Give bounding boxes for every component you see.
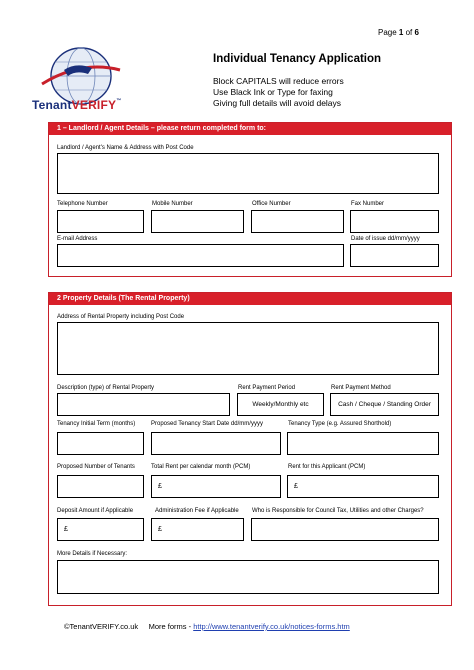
label-deposit: Deposit Amount if Applicable (57, 508, 134, 514)
footer (64, 622, 350, 631)
email-field[interactable] (57, 244, 344, 267)
property-address-field[interactable] (57, 322, 439, 375)
section-1-title: 1 – Landlord / Agent Details – please return completed form to: (49, 123, 451, 135)
rent-period-field[interactable]: Weekly/Monthly etc (237, 393, 324, 416)
document-title: Individual Tenancy Application (213, 53, 382, 65)
label-property-address: Address of Rental Property including Post Code (57, 314, 185, 320)
footer-more-label: More forms - (148, 622, 194, 631)
section-2-title: 2 Property Details (The Rental Property) (49, 293, 451, 305)
fax-field[interactable] (350, 210, 439, 233)
label-email: E-mail Address (57, 236, 98, 242)
label-total-rent: Total Rent per calendar month (PCM) (151, 464, 251, 470)
landlord-name-address-field[interactable] (57, 153, 439, 194)
date-issue-field[interactable] (350, 244, 439, 267)
instruction-line-2: Use Black Ink or Type for faxing (213, 87, 333, 97)
label-mobile: Mobile Number (152, 201, 193, 207)
instruction-line-1: Block CAPITALS will reduce errors (213, 76, 344, 86)
admin-fee-field[interactable]: £ (151, 518, 244, 541)
label-tenancy-type: Tenancy Type (e.g. Assured Shorthold) (288, 421, 392, 427)
deposit-field[interactable]: £ (57, 518, 144, 541)
mobile-field[interactable] (151, 210, 244, 233)
label-description: Description (type) of Rental Property (57, 385, 155, 391)
tenancy-type-field[interactable] (287, 432, 439, 455)
label-office: Office Number (252, 201, 291, 207)
more-details-field[interactable] (57, 560, 439, 594)
num-tenants-field[interactable] (57, 475, 144, 498)
initial-term-field[interactable] (57, 432, 144, 455)
label-num-tenants: Proposed Number of Tenants (57, 464, 135, 470)
label-landlord-name: Landlord / Agent's Name & Address with Post Code (57, 145, 194, 151)
label-council-tax: Who is Responsible for Council Tax, Utilities and other Charges? (252, 508, 424, 514)
label-rent-method: Rent Payment Method (331, 385, 391, 391)
rent-applicant-field[interactable]: £ (287, 475, 439, 498)
forms-link[interactable]: http://www.tenantverify.co.uk/notices-forms.htm (193, 622, 350, 631)
label-rent-applicant: Rent for this Applicant (PCM) (288, 464, 366, 470)
label-initial-term: Tenancy Initial Term (months) (57, 421, 136, 427)
telephone-field[interactable] (57, 210, 144, 233)
label-more-details: More Details if Necessary: (57, 551, 128, 557)
council-tax-field[interactable] (251, 518, 439, 541)
instruction-line-3: Giving full details will avoid delays (213, 98, 342, 108)
total-rent-field[interactable]: £ (151, 475, 281, 498)
description-field[interactable] (57, 393, 230, 416)
label-admin-fee: Administration Fee if Applicable (155, 508, 239, 514)
logo-text: TenantVERIFY™ (32, 98, 122, 112)
footer-copyright: ©TenantVERIFY.co.uk (64, 622, 139, 631)
rent-method-field[interactable]: Cash / Cheque / Standing Order (330, 393, 439, 416)
label-date-issue: Date of issue dd/mm/yyyy (351, 236, 420, 242)
page-number: Page 1 of 6 (378, 28, 419, 37)
label-start-date: Proposed Tenancy Start Date dd/mm/yyyy (151, 421, 263, 427)
label-fax: Fax Number (351, 201, 385, 207)
start-date-field[interactable] (151, 432, 281, 455)
label-telephone: Telephone Number (57, 201, 108, 207)
office-field[interactable] (251, 210, 344, 233)
label-rent-period: Rent Payment Period (238, 385, 296, 391)
